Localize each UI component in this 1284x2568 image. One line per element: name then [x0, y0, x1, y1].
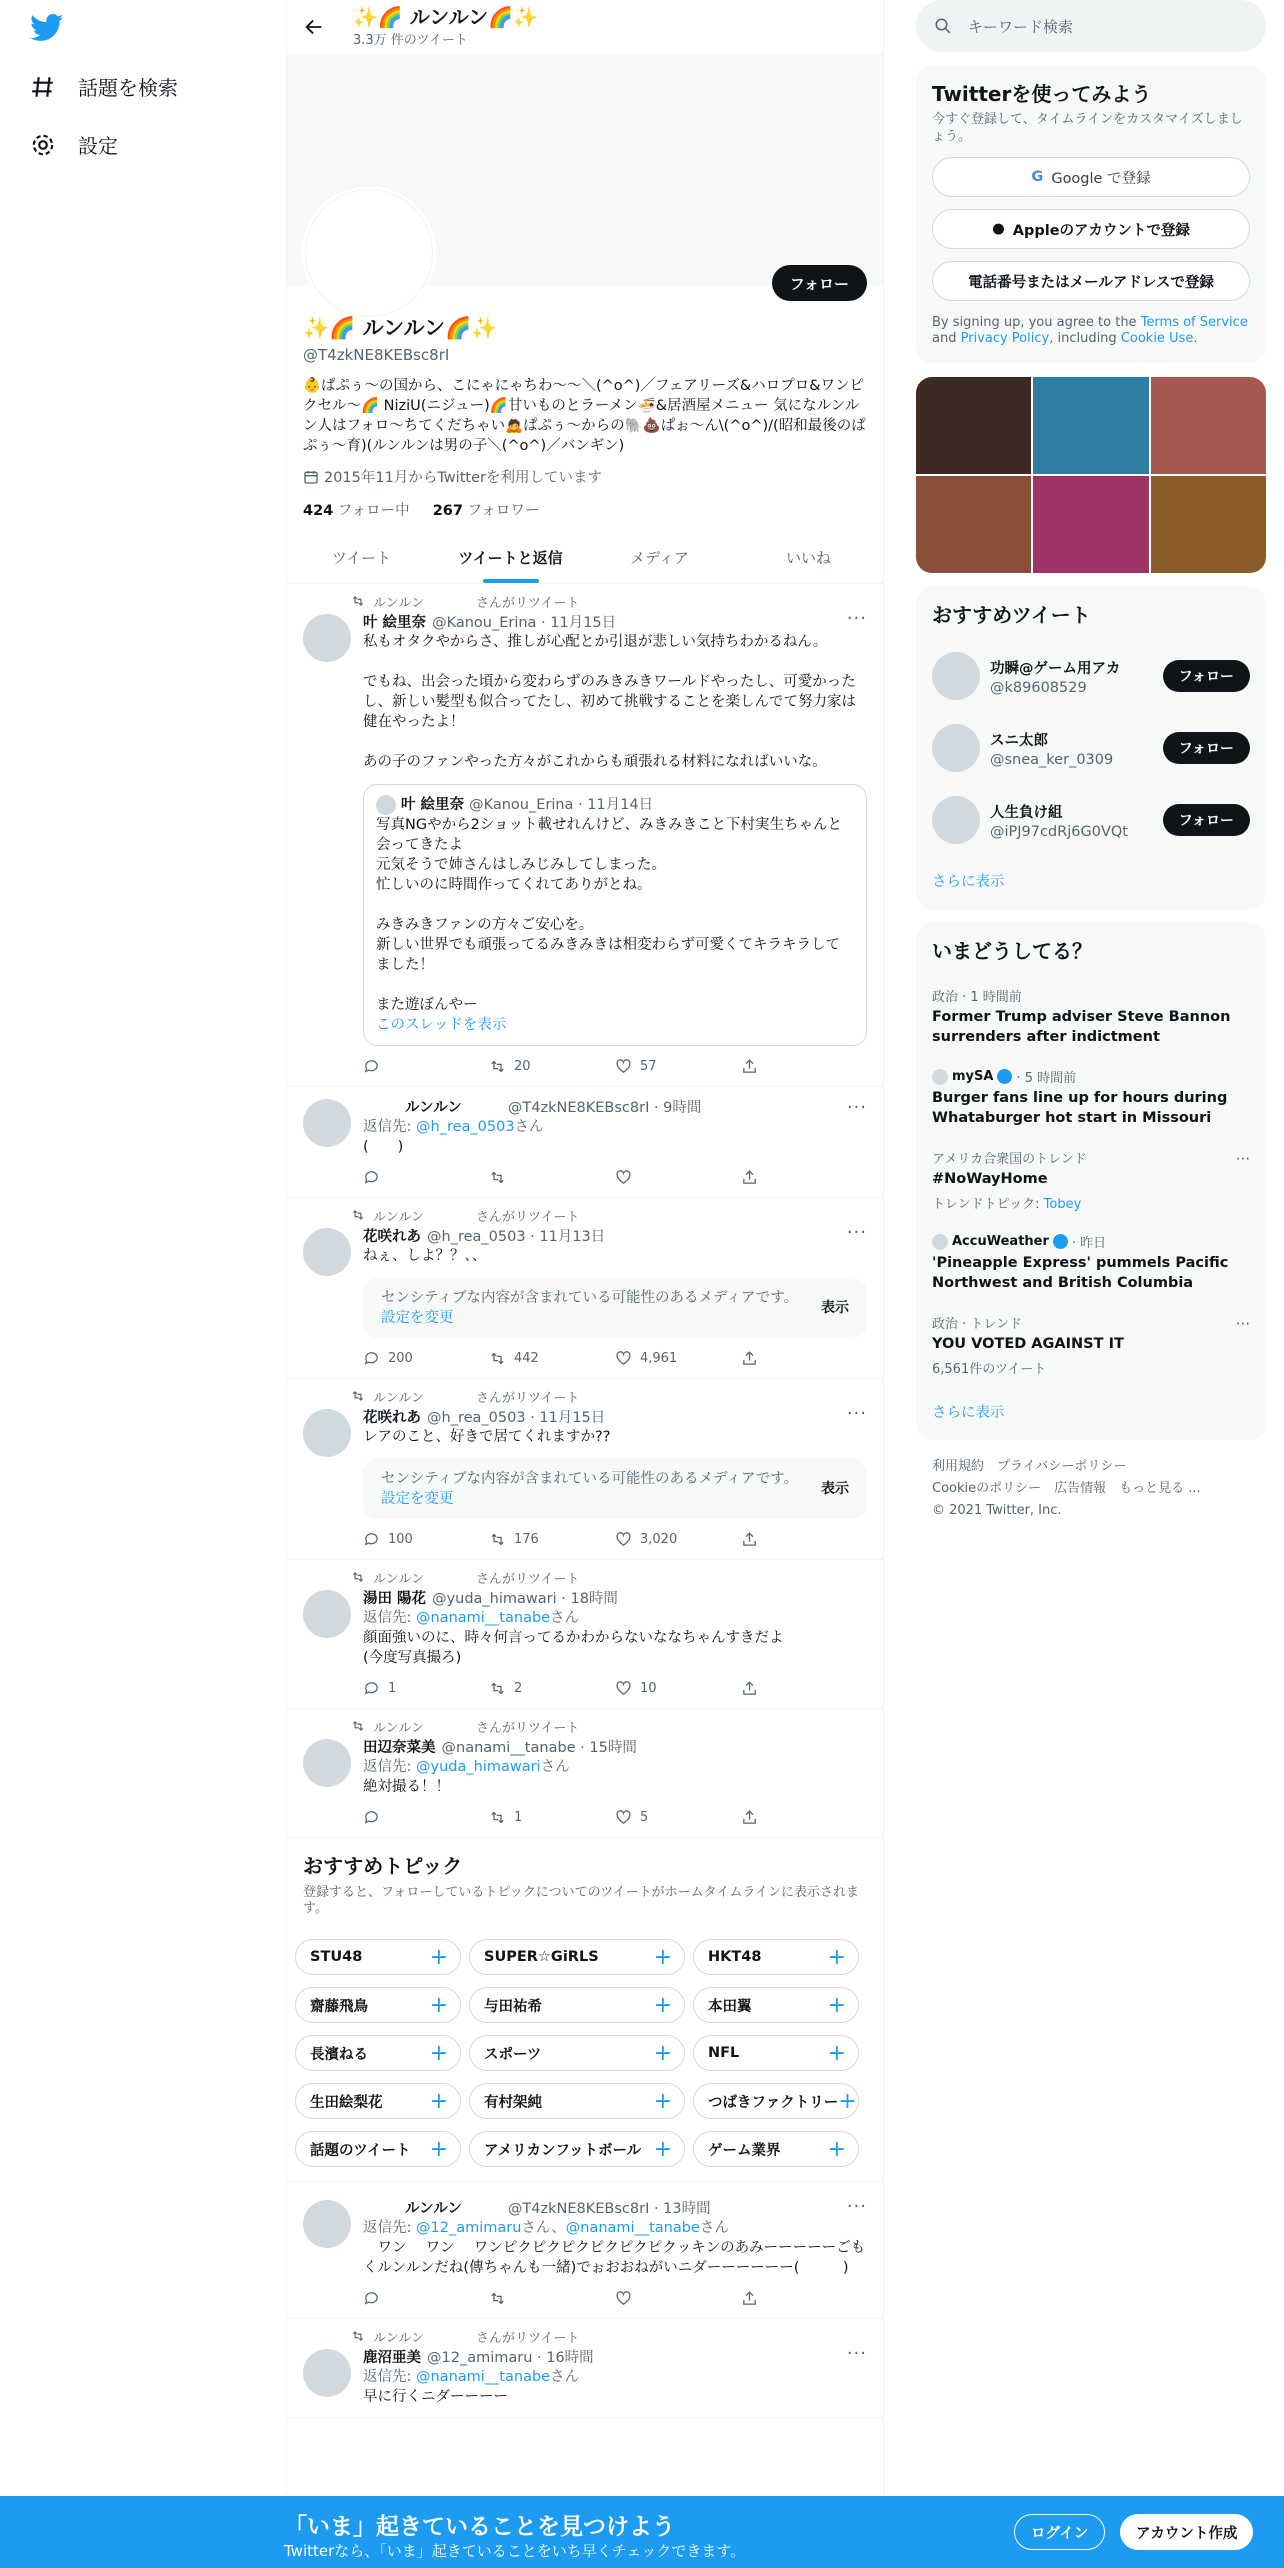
signup-legal: By signing up, you agree to the Terms of Service and Privacy Policy, including Cookie Use. — [932, 315, 1248, 346]
plus-icon: + — [827, 2136, 846, 2162]
search-icon — [934, 17, 952, 35]
reply-button[interactable]: 200 — [363, 1350, 489, 1367]
author-name[interactable]: 湯田 陽花 — [363, 1590, 427, 1607]
plus-icon: + — [827, 2040, 846, 2066]
profile-info — [287, 312, 883, 520]
bottom-subtitle: Twitterなら、「いま」起きていることをいち早くチェックできます。 — [284, 2542, 746, 2560]
sensitive-media-warning: センシティブな内容が含まれている可能性のあるメディアです。設定を変更 表示 — [363, 1459, 867, 1519]
reply-to-link[interactable]: @nanami__tanabe — [416, 2369, 551, 2385]
like-button[interactable]: 4,961 — [615, 1350, 741, 1367]
author-name[interactable]: 花咲れあ — [363, 1409, 421, 1426]
media-tile[interactable] — [1033, 377, 1148, 474]
heart-icon — [615, 1680, 632, 1697]
retweet-icon — [351, 2329, 365, 2343]
profile-bio: 👶ぱぷぅ〜の国から、こにゃにゃちわ〜〜＼(^o^)／フェアリーズ&ハロプロ&ワンピクセル〜🌈 NiziU(ニジュー)🌈甘いものとラーメン🍜&居酒屋メニュー 気になルンルン人はフォロ〜ちてくだちゃい🙇ぱぷぅ〜からの🐘💩ぱぉ〜ん\(^o^)/(昭和最後のぱぷぅ〜育)(ルンルンは男の子＼(^o^)／バンギン) — [303, 378, 866, 454]
footer-line[interactable]: 利用規約 プライバシーポリシー — [932, 1459, 1127, 1474]
tweet-text: 絶対撮る！！ — [363, 1779, 450, 1795]
reply-to-link[interactable]: @12_amimaru — [416, 2220, 522, 2236]
topics-subtitle: 登録すると、フォローしているトピックについてのツイートがホームタイムラインに表示されます。 — [303, 1885, 860, 1916]
rec-item[interactable]: 功瞬@ゲーム用アカ @k89608529 フォロー — [916, 640, 1266, 712]
retweet-button[interactable]: 2 — [489, 1680, 615, 1697]
like-button[interactable]: 5 — [615, 1809, 741, 1826]
topic-chip[interactable]: 長濱ねる + — [295, 2035, 461, 2071]
tweet[interactable] — [287, 1379, 883, 1560]
more-icon[interactable]: ··· — [846, 2343, 867, 2364]
author-handle[interactable]: @yuda_himawari · 18時間 — [432, 1590, 618, 1607]
share-button[interactable] — [741, 1058, 867, 1075]
tweet-actions — [363, 2288, 867, 2308]
like-button[interactable]: 10 — [615, 1680, 741, 1697]
tweet-actions — [363, 1056, 867, 1076]
tweet[interactable] — [287, 1087, 883, 1198]
rec-item[interactable]: 人生負け組 @iPJ97cdRj6G0VQt フォロー — [916, 784, 1266, 856]
follow-counts — [303, 499, 867, 520]
reply-to-link[interactable]: @yuda_himawari — [416, 1759, 541, 1775]
quoted-tweet[interactable] — [363, 784, 867, 1046]
trend-item[interactable]: AccuWeather · 昨日 'Pineapple Express' pummels Pacific Northwest and British Columbia — [932, 1234, 1229, 1291]
topic-chip[interactable]: NFL + — [693, 2035, 859, 2071]
topic-chip[interactable]: ゲーム業界 + — [693, 2131, 859, 2167]
tweet-actions — [363, 1167, 867, 1187]
apple-signup-button[interactable]: ● Appleのアカウントで登録 — [932, 209, 1250, 249]
author-handle[interactable]: @h_rea_0503 · 11月15日 — [427, 1409, 606, 1426]
share-button[interactable] — [741, 1169, 867, 1186]
topic-chip[interactable]: 話題のツイート + — [295, 2131, 461, 2167]
follow-button[interactable]: フォロー — [772, 265, 867, 301]
tweet[interactable] — [287, 584, 883, 1087]
author-name[interactable]: ルンルン — [405, 2200, 462, 2217]
quote-author: 叶 絵里奈 — [401, 797, 465, 813]
reply-to: 返信先: @yuda_himawariさん — [363, 1759, 570, 1775]
author-handle[interactable]: @Kanou_Erina · 11月15日 — [432, 614, 617, 631]
profile-name: ✨🌈 ルンルン🌈✨ — [303, 316, 498, 340]
copyright: © 2021 Twitter, Inc. — [932, 1503, 1062, 1518]
retweet-icon — [351, 1389, 365, 1403]
profile-avatar[interactable] — [302, 186, 436, 320]
topic-chip[interactable]: 生田絵梨花 + — [295, 2083, 461, 2119]
reply-icon — [363, 1680, 380, 1697]
gear-icon — [30, 132, 56, 158]
topic-chip[interactable]: 本田翼 + — [693, 1987, 859, 2023]
left-sidebar — [0, 0, 284, 2568]
author-name[interactable]: 花咲れあ — [363, 1228, 421, 1245]
nav-settings-label: 設定 — [78, 134, 118, 158]
author-handle[interactable]: @T4zkNE8KEBsc8rI · 13時間 — [507, 2200, 711, 2217]
share-button[interactable] — [741, 1531, 867, 1548]
retweet-button[interactable]: 20 — [489, 1058, 615, 1075]
reply-button[interactable]: 1 — [363, 1680, 489, 1697]
topic-chip[interactable]: HKT48 + — [693, 1939, 859, 1975]
sensitive-media-warning: センシティブな内容が含まれている可能性のあるメディアです。設定を変更 表示 — [363, 1278, 867, 1338]
show-media-button[interactable]: 表示 — [821, 1481, 849, 1497]
retweet-indicator: ルンルン さんがリツイート — [303, 1206, 867, 1224]
rec-title: おすすめツイート — [932, 603, 1091, 627]
reply-button[interactable]: 100 — [363, 1531, 489, 1548]
plus-icon: + — [838, 2088, 857, 2114]
topic-chip[interactable]: SUPER☆GiRLS + — [469, 1939, 685, 1975]
topic-chip[interactable]: つばきファクトリー + — [693, 2083, 859, 2119]
topic-row — [287, 2131, 883, 2167]
nav-settings[interactable] — [30, 130, 118, 159]
topic-chip[interactable]: スポーツ + — [469, 2035, 685, 2071]
more-icon[interactable]: ··· — [1235, 1150, 1250, 1168]
plus-icon: + — [429, 1992, 448, 2018]
share-icon — [741, 1058, 758, 1075]
change-settings-link[interactable]: 設定を変更 — [381, 1491, 454, 1507]
heart-icon — [615, 1169, 632, 1186]
signup-button[interactable]: アカウント作成 — [1120, 2514, 1253, 2550]
avatar — [932, 724, 980, 772]
share-icon — [741, 1680, 758, 1697]
suggested-topics — [287, 1838, 883, 2182]
share-icon — [741, 1809, 758, 1826]
reply-icon — [363, 2290, 380, 2307]
back-arrow-icon[interactable] — [303, 16, 325, 38]
profile-joined — [303, 466, 867, 487]
retweet-icon — [489, 1350, 506, 1367]
plus-icon: + — [429, 2088, 448, 2114]
reply-icon — [363, 1531, 380, 1548]
phone-signup-button[interactable]: 電話番号またはメールアドレスで登録 — [932, 261, 1250, 301]
search-placeholder: キーワード検索 — [968, 17, 1074, 36]
follow-button[interactable]: フォロー — [1163, 804, 1250, 836]
followers-link[interactable]: 267 フォロワー — [432, 503, 540, 519]
topic-row — [287, 1987, 883, 2023]
topic-chip[interactable]: STU48 + — [295, 1939, 461, 1975]
reply-icon — [363, 1058, 380, 1075]
avatar[interactable] — [303, 614, 351, 662]
retweet-icon — [489, 1809, 506, 1826]
topic-chip[interactable]: 齋藤飛鳥 + — [295, 1987, 461, 2023]
follow-button[interactable]: フォロー — [1163, 732, 1250, 764]
nav-explore-label: 話題を検索 — [78, 76, 178, 100]
signup-subtitle: 今すぐ登録して、タイムラインをカスタマイズしましょう。 — [932, 112, 1243, 144]
reply-to-link[interactable]: @h_rea_0503 — [416, 1119, 515, 1135]
heart-icon — [615, 1058, 632, 1075]
retweet-icon — [351, 1208, 365, 1222]
like-button[interactable] — [615, 2290, 741, 2307]
media-tile[interactable] — [1033, 476, 1148, 573]
trends-title: いまどうしてる？ — [932, 939, 1092, 963]
trend-item[interactable]: mySA · 5 時間前 Burger fans line up for hours during Whataburger hot start in Missouri — [932, 1069, 1228, 1126]
heart-icon — [615, 2290, 632, 2307]
avatar[interactable] — [303, 1409, 351, 1457]
tab-tweets[interactable]: ツイート — [331, 549, 392, 567]
google-signup-button[interactable]: G Google で登録 — [932, 157, 1250, 197]
trend-item[interactable]: ··· 政治 · トレンド YOU VOTED AGAINST IT 6,561件のツイート — [932, 1315, 1250, 1377]
share-button[interactable] — [741, 1680, 867, 1697]
tweet-feed — [287, 584, 883, 2418]
profile-column — [286, 0, 884, 2568]
plus-icon: + — [429, 1944, 448, 1970]
more-icon[interactable]: ··· — [846, 1403, 867, 1424]
reply-button[interactable] — [363, 1169, 489, 1186]
tweet-count: 3.3万 件のツイート — [353, 32, 468, 48]
verified-icon — [1053, 1234, 1068, 1249]
retweet-indicator: ルンルン さんがリツイート — [303, 592, 867, 610]
plus-icon: + — [429, 2136, 448, 2162]
media-grid — [916, 377, 1266, 573]
topic-row — [287, 2035, 883, 2071]
topic-chip[interactable]: アメリカンフットボール + — [469, 2131, 685, 2167]
tweet-actions — [363, 1678, 867, 1698]
retweet-button[interactable]: 176 — [489, 1531, 615, 1548]
plus-icon: + — [653, 2088, 672, 2114]
avatar — [932, 652, 980, 700]
share-button[interactable] — [741, 1350, 867, 1367]
more-icon[interactable]: ··· — [846, 1097, 867, 1118]
avatar — [932, 796, 980, 844]
retweet-indicator: ルンルン さんがリツイート — [303, 1568, 867, 1586]
retweet-icon — [489, 1169, 506, 1186]
more-icon[interactable]: ··· — [846, 2196, 867, 2217]
plus-icon: + — [827, 1992, 846, 2018]
login-button[interactable]: ログイン — [1014, 2514, 1105, 2550]
tweet-text: ( ) — [363, 1139, 404, 1155]
share-button[interactable] — [741, 1809, 867, 1826]
cookie-link[interactable]: Cookie Use — [1120, 331, 1194, 346]
hashtag-icon — [30, 74, 56, 100]
retweet-button[interactable] — [489, 1169, 615, 1186]
author-handle[interactable]: @12_amimaru · 16時間 — [427, 2349, 594, 2366]
tweet-text: ねぇ、しよ？？、、 — [363, 1248, 487, 1264]
retweet-button[interactable]: 1 — [489, 1809, 615, 1826]
avatar[interactable] — [303, 1228, 351, 1276]
like-button[interactable]: 57 — [615, 1058, 741, 1075]
share-icon — [741, 2290, 758, 2307]
plus-icon: + — [653, 1992, 672, 2018]
quote-handle: @Kanou_Erina · 11月14日 — [469, 797, 654, 813]
joined-label: 2015年11月からTwitterを利用しています — [324, 470, 602, 486]
reply-to: 返信先: @h_rea_0503さん — [363, 1119, 544, 1135]
plus-icon: + — [653, 2136, 672, 2162]
retweet-icon — [351, 1719, 365, 1733]
twitter-logo-icon[interactable] — [30, 14, 64, 42]
heart-icon — [615, 1350, 632, 1367]
follow-button[interactable]: フォロー — [1163, 660, 1250, 692]
share-icon — [741, 1169, 758, 1186]
share-button[interactable] — [741, 2290, 867, 2307]
media-tile[interactable] — [916, 377, 1031, 474]
rec-item[interactable]: スニ太郎 @snea_ker_0309 フォロー — [916, 712, 1266, 784]
tweet-actions — [363, 1529, 867, 1549]
retweet-indicator: ルンルン さんがリツイート — [303, 1387, 867, 1405]
reply-to: 返信先: @12_amimaruさん、@nanami__tanabeさん — [363, 2220, 729, 2236]
plus-icon: + — [653, 1944, 672, 1970]
author-handle[interactable]: @T4zkNE8KEBsc8rI · 9時間 — [507, 1099, 702, 1116]
reply-icon — [363, 1809, 380, 1826]
tab-media[interactable]: メディア — [630, 549, 689, 567]
profile-tabs — [287, 532, 883, 584]
profile-handle: @T4zkNE8KEBsc8rI — [303, 346, 450, 364]
author-name[interactable]: 叶 絵里奈 — [363, 614, 427, 631]
retweet-indicator: ルンルン さんがリツイート — [303, 2327, 867, 2345]
tweet-text: 私もオタクやからさ、推しが心配とか引退が悲しい気持ちわかるねん。 でもね、出会った頃から変わらずのみきみきワールドやったし、可愛かったし、新しい髪型も似合ってたし、初めて挑戦することを楽しんでて努力家は健在やったよ！ あの子のファンやった方々がこれからも頑張れる材料になればいいな。 — [363, 634, 856, 770]
trends-panel — [916, 923, 1266, 1440]
recommended-accounts — [916, 587, 1266, 909]
avatar[interactable] — [303, 1099, 351, 1147]
show-thread-link[interactable]: このスレッドを表示 — [376, 1017, 507, 1033]
reply-to-link[interactable]: @nanami__tanabe — [565, 2220, 700, 2236]
reply-to-link[interactable]: @nanami__tanabe — [416, 1610, 551, 1626]
quote-avatar — [376, 795, 396, 815]
avatar[interactable] — [303, 2349, 351, 2397]
tweet[interactable] — [287, 1198, 883, 1379]
retweet-indicator: ルンルン さんがリツイート — [303, 1717, 867, 1735]
more-icon[interactable]: ··· — [846, 1222, 867, 1243]
google-icon: G — [1031, 169, 1044, 185]
header-name: ✨🌈 ルンルン🌈✨ — [353, 4, 539, 29]
tweet-text: 早に行くニダーーーー — [363, 2389, 508, 2405]
retweet-button[interactable] — [489, 2290, 615, 2307]
author-name[interactable]: 田辺奈菜美 — [363, 1739, 436, 1756]
reply-button[interactable] — [363, 2290, 489, 2307]
search-box[interactable] — [916, 0, 1266, 52]
verified-icon — [997, 1069, 1012, 1084]
retweet-icon — [351, 1570, 365, 1584]
tweet[interactable] — [287, 1560, 883, 1709]
reply-to: 返信先: @nanami__tanabeさん — [363, 2369, 580, 2385]
tos-link[interactable]: Terms of Service — [1140, 315, 1248, 330]
reply-button[interactable] — [363, 1058, 489, 1075]
source-avatar — [932, 1069, 948, 1085]
show-more-link[interactable]: さらに表示 — [932, 1405, 1005, 1421]
more-icon[interactable]: ··· — [846, 608, 867, 629]
show-more-link[interactable]: さらに表示 — [932, 874, 1005, 890]
author-handle[interactable]: @h_rea_0503 · 11月13日 — [427, 1228, 606, 1245]
reply-icon — [363, 1350, 380, 1367]
retweet-icon — [351, 594, 365, 608]
quote-text: 写真NGやから2ショット載せれんけど、みきみきこと下村実生ちゃんと会ってきたよ 元気そうで姉さんはしみじみしてしまった。 忙しいのに時間作ってくれてありがとね。 みきみきファンの方々ご安心を。 新しい世界でも頑張ってるみきみきは相変わらず可愛くてキラキラしてました！ また遊ぼんやー — [376, 817, 843, 1013]
apple-icon: ● — [992, 221, 1005, 237]
avatar[interactable] — [303, 2200, 351, 2248]
bottom-title: 「いま」起きていることを見つけよう — [284, 2514, 675, 2540]
topic-row — [287, 2083, 883, 2119]
more-icon[interactable]: ··· — [1235, 1315, 1250, 1333]
tab-likes[interactable]: いいね — [785, 549, 831, 567]
avatar[interactable] — [303, 1739, 351, 1787]
author-name[interactable]: ルンルン — [405, 1099, 462, 1116]
footer-line[interactable]: Cookieのポリシー 広告情報 もっと見る ... — [932, 1481, 1201, 1496]
reply-to: 返信先: @nanami__tanabeさん — [363, 1610, 580, 1626]
signup-panel — [916, 66, 1266, 363]
media-tile[interactable] — [916, 476, 1031, 573]
like-button[interactable]: 3,020 — [615, 1531, 741, 1548]
topics-title: おすすめトピック — [303, 1854, 463, 1878]
tweet-text: レアのこと、好きで居てくれますか?? — [363, 1429, 611, 1445]
tab-tweets-replies[interactable]: ツイートと返信 — [436, 532, 585, 583]
calendar-icon — [303, 469, 319, 485]
media-tile[interactable] — [1151, 377, 1266, 474]
trend-item[interactable]: ··· アメリカ合衆国のトレンド #NoWayHome トレンドトピック: Tobey — [932, 1150, 1250, 1212]
retweet-icon — [489, 2290, 506, 2307]
retweet-icon — [489, 1531, 506, 1548]
show-media-button[interactable]: 表示 — [821, 1300, 849, 1316]
tweet-text: ワン ワン ワンピクピクピクピクピクピクッキンのあみーーーーーごもくルンルンだね(傳ちゃんも一緒)でぉおおねがいニダーーーーーー( ) — [363, 2240, 866, 2276]
tweet[interactable] — [287, 2319, 883, 2418]
heart-icon — [615, 1809, 632, 1826]
share-icon — [741, 1350, 758, 1367]
source-avatar — [932, 1234, 948, 1250]
author-handle[interactable]: @nanami__tanabe · 15時間 — [441, 1739, 637, 1756]
trend-item[interactable]: 政治 · 1 時間前 Former Trump adviser Steve Bannon surrenders after indictment — [932, 990, 1231, 1045]
plus-icon: + — [827, 1944, 846, 1970]
heart-icon — [615, 1531, 632, 1548]
following-link[interactable]: 424 フォロー中 — [303, 503, 410, 519]
plus-icon: + — [429, 2040, 448, 2066]
author-name[interactable]: 鹿沼亜美 — [363, 2349, 421, 2366]
retweet-button[interactable]: 442 — [489, 1350, 615, 1367]
tweet-actions — [363, 1348, 867, 1368]
share-icon — [741, 1531, 758, 1548]
like-button[interactable] — [615, 1169, 741, 1186]
signup-title: Twitterを使ってみよう — [932, 82, 1152, 106]
reply-button[interactable] — [363, 1809, 489, 1826]
tweet[interactable] — [287, 2182, 883, 2319]
nav-explore[interactable] — [30, 72, 178, 101]
footer-links — [916, 1440, 1266, 1538]
reply-icon — [363, 1169, 380, 1186]
tweet-text: 顔面強いのに、時々何言ってるかわからないななちゃんすきだよ (今度写真撮ろ) — [363, 1630, 784, 1666]
change-settings-link[interactable]: 設定を変更 — [381, 1310, 454, 1326]
right-sidebar — [916, 0, 1266, 1538]
plus-icon: + — [653, 2040, 672, 2066]
topic-chip[interactable]: 与田祐希 + — [469, 1987, 685, 2023]
profile-header — [287, 0, 883, 54]
trend-topic-link[interactable]: Tobey — [1043, 1197, 1082, 1212]
bottom-signup-bar — [0, 2496, 1284, 2568]
topic-chip[interactable]: 有村架純 + — [469, 2083, 685, 2119]
tweet[interactable] — [287, 1709, 883, 1838]
retweet-icon — [489, 1058, 506, 1075]
media-tile[interactable] — [1151, 476, 1266, 573]
privacy-link[interactable]: Privacy Policy — [960, 331, 1050, 346]
tweet-actions — [363, 1807, 867, 1827]
retweet-icon — [489, 1680, 506, 1697]
topic-row — [287, 1939, 883, 1975]
avatar[interactable] — [303, 1590, 351, 1638]
